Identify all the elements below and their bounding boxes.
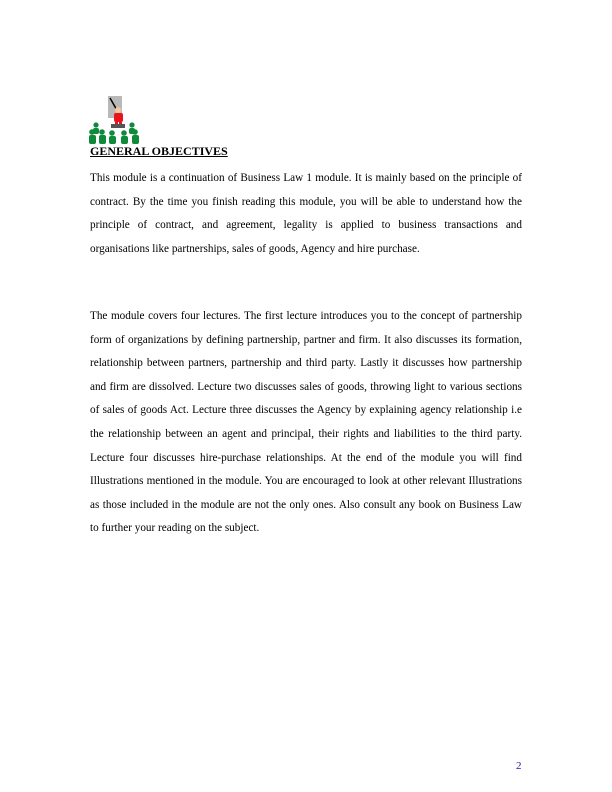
presenter-audience-icon	[88, 96, 140, 144]
objectives-paragraph-2: The module covers four lectures. The first lecture introduces you to the concept of partnership form of organizations by defining partnership, partner and firm. It also discusses its formation, relationship between partners, partnership and third party. Lastly it discusses how partnership and firm are dissolved. Lecture two discusses sales of goods, throwing light to various sections of sales of goods Act. Lecture three discusses the Agency by explaining agency relationship i.e the relationship between an agent and principal, their rights and liabilities to the third party. Lecture four discusses hire-purchase relationships. At the end of the module you will find Illustrations mentioned in the module. You are encouraged to look at other relevant Illustrations as those included in the module are not the only ones. Also consult any book on Business Law to further your reading on the subject.	[90, 310, 522, 535]
objectives-paragraph-1: This module is a continuation of Business Law 1 module. It is mainly based on the principle of contract. By the time you finish reading this module, you will be able to understand how the principle of contract, and agreement, legality is applied to business transactions and organisations like partnerships, sales of goods, Agency and hire purchase.	[90, 172, 522, 255]
page-number: 2	[516, 760, 522, 772]
section-heading: GENERAL OBJECTIVES	[90, 144, 228, 158]
